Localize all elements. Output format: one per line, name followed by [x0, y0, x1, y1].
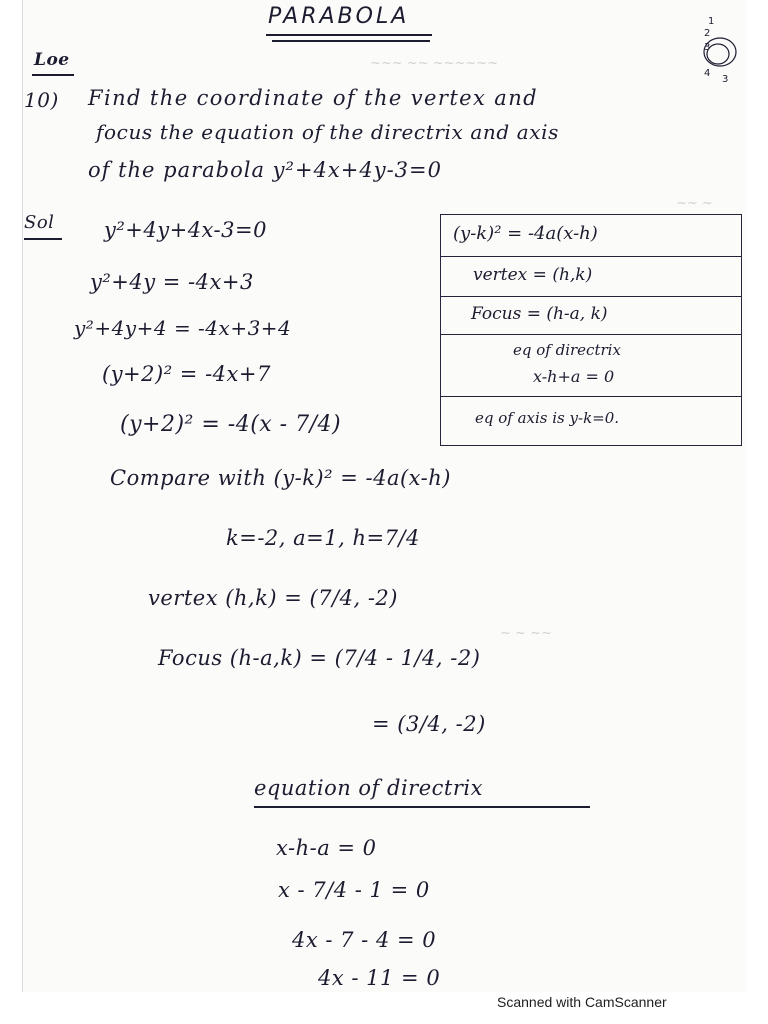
formula-row — [441, 215, 741, 257]
solution-step: y²+4y+4x-3=0 — [104, 218, 267, 242]
vertex-line: vertex (h,k) = (7/4, -2) — [148, 586, 398, 610]
solution-step: y²+4y = -4x+3 — [90, 270, 254, 294]
formula-row — [441, 335, 741, 397]
notebook-page — [22, 0, 747, 992]
scanner-watermark: Scanned with CamScanner — [497, 994, 667, 1010]
values-line: k=-2, a=1, h=7/4 — [226, 526, 420, 550]
formula-text: eq of axis is y-k=0. — [475, 409, 620, 427]
question-number: 10) — [24, 88, 59, 112]
formula-text: vertex = (h,k) — [473, 265, 593, 285]
directrix-heading-underline — [254, 806, 590, 808]
corner-mark-underline — [32, 74, 74, 76]
formula-text: x-h+a = 0 — [533, 367, 615, 386]
formula-row — [441, 397, 741, 445]
directrix-step: 4x - 7 - 4 = 0 — [292, 928, 437, 952]
question-line-2: focus the equation of the directrix and axis — [96, 120, 559, 144]
title-underline-2 — [272, 40, 430, 42]
doodle-number: 3 — [722, 74, 729, 85]
page-title: PARABOLA — [268, 4, 410, 29]
compare-line: Compare with (y-k)² = -4a(x-h) — [110, 466, 451, 490]
directrix-step: 4x - 11 = 0 — [318, 966, 441, 990]
question-line-1: Find the coordinate of the vertex and — [88, 86, 538, 110]
bleed-through-text: ~ ~ ~~ — [500, 626, 552, 641]
solution-step: (y+2)² = -4(x - 7/4) — [120, 412, 342, 437]
focus-line: Focus (h-a,k) = (7/4 - 1/4, -2) — [158, 646, 481, 670]
corner-doodle — [696, 10, 742, 86]
directrix-heading: equation of directrix — [254, 776, 483, 800]
solution-step: y²+4y+4 = -4x+3+4 — [74, 316, 292, 340]
bleed-through-text: ~~ ~ — [676, 196, 713, 211]
doodle-number: 1 — [708, 16, 715, 27]
doodle-number: 2 — [704, 28, 711, 39]
formula-row — [441, 297, 741, 335]
corner-mark: Loe — [34, 50, 70, 70]
solution-label-underline — [24, 238, 62, 240]
solution-step: (y+2)² = -4x+7 — [102, 362, 271, 386]
formula-row — [441, 257, 741, 297]
formula-text: eq of directrix — [513, 341, 621, 359]
bleed-through-text: ~~~ ~~ ~~~~~~ — [370, 56, 499, 71]
formula-text: Focus = (h-a, k) — [471, 304, 608, 324]
formula-text: (y-k)² = -4a(x-h) — [453, 223, 598, 244]
title-underline — [266, 34, 432, 36]
focus-simplified-line: = (3/4, -2) — [372, 712, 486, 736]
question-line-3: of the parabola y²+4x+4y-3=0 — [88, 158, 442, 182]
directrix-step: x-h-a = 0 — [276, 836, 377, 860]
solution-label: Sol — [24, 212, 55, 233]
doodle-number: 3 — [704, 42, 711, 53]
directrix-step: x - 7/4 - 1 = 0 — [278, 878, 430, 902]
doodle-number: 4 — [704, 68, 711, 79]
formula-reference-box — [440, 214, 742, 446]
